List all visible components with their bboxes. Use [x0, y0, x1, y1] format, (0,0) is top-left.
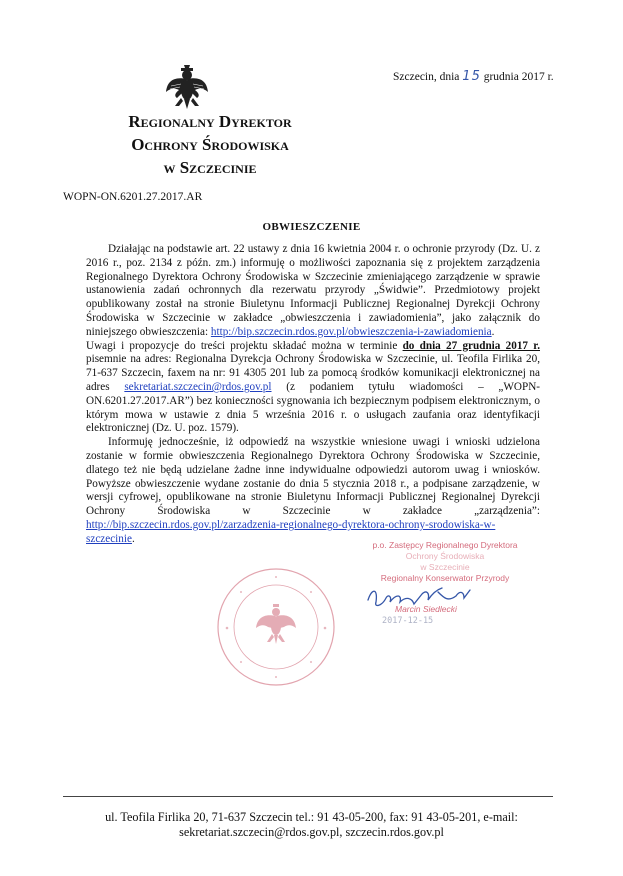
signature-date: 2017-12-15	[382, 616, 434, 626]
deadline: do dnia 27 grudnia 2017 r.	[402, 339, 540, 352]
paragraph-3-end: .	[131, 532, 135, 545]
handwritten-day: 15	[462, 69, 481, 84]
document-body	[86, 243, 540, 547]
paragraph-1-end: .	[491, 325, 495, 338]
signature-stamp	[350, 540, 540, 584]
footer	[0, 810, 623, 840]
stamp-line-1: p.o. Zastępcy Regionalnego Dyrektora	[372, 540, 518, 550]
paragraph-2-end: (z podaniem tytułu wiadomości – „WOPN-ON.6201.27.2017.AR”) bez konieczności sygnowania ich bezpiecznym podpisem elektronicznym, o którym mowa w ustawie z dnia 5 września 2016 r. o usługach zaufania oraz identyfikacji elektronicznej (Dz. U. poz. 1579).	[86, 380, 541, 435]
stamp-line-2: Ochrony Środowiska	[405, 551, 485, 561]
city-prefix: Szczecin, dnia	[393, 71, 460, 83]
place-and-date	[393, 69, 554, 84]
official-seal	[215, 566, 337, 688]
office-line-3: w Szczecinie	[163, 158, 257, 177]
announcements-link[interactable]: http://bip.szczecin.rdos.gov.pl/obwieszczenia-i-zawiadomienia	[210, 325, 492, 338]
office-line-1: Regionalny Dyrektor	[128, 112, 292, 131]
date-suffix: grudnia 2017 r.	[483, 71, 554, 83]
office-name	[85, 110, 335, 179]
paragraph-2-start: Uwagi i propozycje do treści projektu składać można w terminie	[86, 339, 403, 352]
email-link[interactable]: sekretariat.szczecin@rdos.gov.pl	[124, 380, 272, 393]
paragraph-1-text: Działając na podstawie art. 22 ustawy z dnia 16 kwietnia 2004 r. o ochronie przyrody (Dz. U. z 2016 r., poz. 2134 z późn. zm.) informuję o możliwości zapoznania się z projektem zarządzenia Regionalnego Dyrektora Ochrony Środowiska w Szczecinie zmieniającego zarządzenie w sprawie ustanowienia zadań ochronnych dla rezerwatu przyrody „Świdwie”. Przedmiotowy projekt opublikowany został na stronie Biuletynu Informacji Publicznej Regionalnej Dyrekcji Ochrony Środowiska w Szczecinie w zakładce „obwieszczenia i zawiadomienia”, jako załącznik do niniejszego obwieszczenia:	[86, 243, 540, 338]
polish-eagle-emblem-icon	[165, 62, 209, 110]
stamp-line-3: w Szczecinie	[420, 562, 470, 572]
paragraph-2-mid: pisemnie na adres: Regionalna Dyrekcja Ochrony Środowiska w Szczecinie, ul. Teofila Firlika 20, 71-637 Szczecin, faxem na nr: 91 4305 201 lub za pomocą środków komunikacji elektronicznej na adres	[86, 353, 540, 393]
footer-divider	[63, 796, 553, 797]
paragraph-1	[86, 243, 540, 340]
stamp-line-4: Regionalny Konserwator Przyrody	[380, 573, 510, 583]
footer-line-1: ul. Teofila Firlika 20, 71-637 Szczecin tel.: 91 43-05-200, fax: 91 43-05-201, e-mail:	[105, 810, 518, 824]
paragraph-3	[86, 436, 540, 546]
office-line-2: Ochrony Środowiska	[131, 135, 289, 154]
paragraph-3-text: Informuję jednocześnie, iż odpowiedź na wszystkie wniesione uwagi i wnioski udzielona zostanie w formie obwieszczenia Regionalnego Dyrektora Ochrony Środowiska w Szczecinie, dlatego też nie będą udzielane żadne inne indywidualne odpowiedzi autorom uwag i wniosków. Powyższe obwieszczenie wydane zostanie do dnia 5 stycznia 2018 r., a podpisane zarządzenie, w wersji cyfrowej, opublikowane na stronie Biuletynu Informacji Publicznej Regionalnej Dyrekcji Ochrony Środowiska w Szczecinie w zakładce „zarządzenia”:	[86, 436, 540, 518]
paragraph-2	[86, 340, 540, 437]
footer-line-2: sekretariat.szczecin@rdos.gov.pl, szczecin.rdos.gov.pl	[179, 825, 444, 839]
signer-name: Marcin Siedlecki	[395, 604, 457, 614]
reference-number: WOPN-ON.6201.27.2017.AR	[63, 191, 203, 203]
document-title: OBWIESZCZENIE	[262, 221, 361, 233]
regulations-link[interactable]: http://bip.szczecin.rdos.gov.pl/zarzadzenia-regionalnego-dyrektora-ochrony-srodowiska-w-szczecinie	[86, 518, 496, 545]
